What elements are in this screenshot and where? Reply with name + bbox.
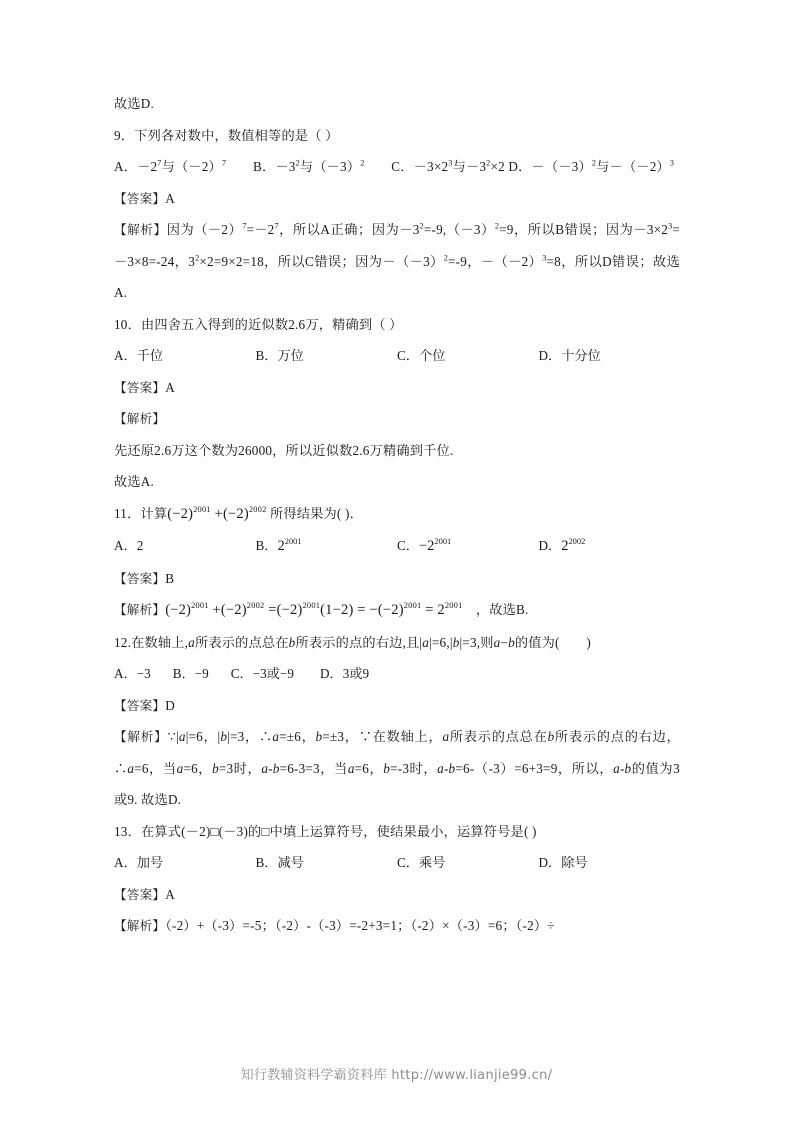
option-c[interactable] xyxy=(397,530,539,563)
option-a[interactable] xyxy=(114,340,256,372)
answer-label: 【答案】 xyxy=(114,190,166,206)
option-a-text: 千位 xyxy=(136,348,164,363)
option-a-label: A． xyxy=(114,855,137,870)
footer-watermark: 知行教辅资料学霸资料库 http://www.lianjie99.cn/ xyxy=(240,1068,553,1083)
option-a[interactable] xyxy=(114,530,256,563)
analysis-label: 【解析】 xyxy=(114,729,168,744)
option-a[interactable] xyxy=(114,847,256,879)
option-d-label: D． xyxy=(538,348,562,363)
answer-value: D xyxy=(165,697,175,713)
option-a-text: −3 xyxy=(136,666,151,681)
option-c-text: 乘号 xyxy=(418,855,446,870)
option-d[interactable] xyxy=(539,340,681,372)
question-10-analysis-line-1: 先还原2.6万这个数为26000，所以近似数2.6万精确到千位. xyxy=(114,442,454,458)
option-d[interactable] xyxy=(539,530,681,563)
question-10-stem: 10．由四舍五入得到的近似数2.6万，精确到（ ） xyxy=(114,316,403,332)
option-c[interactable] xyxy=(397,340,539,372)
question-11-options xyxy=(114,530,680,563)
answer-value: A xyxy=(165,379,175,395)
option-c[interactable] xyxy=(231,666,294,681)
question-12-analysis xyxy=(114,721,680,816)
option-d-label: D． xyxy=(320,666,343,681)
question-11-analysis xyxy=(114,594,680,627)
option-b-label: B． xyxy=(255,538,278,553)
answer-value: A xyxy=(165,190,175,206)
answer-value: B xyxy=(165,570,175,586)
option-b[interactable] xyxy=(173,666,209,681)
question-9-analysis xyxy=(114,214,680,309)
analysis-label: 【解析】 xyxy=(114,222,167,237)
option-a-text: 加号 xyxy=(136,855,164,870)
option-c[interactable] xyxy=(397,847,539,879)
analysis-label: 【解析】 xyxy=(114,602,166,617)
option-d-text: 十分位 xyxy=(561,348,601,363)
option-b-text: 万位 xyxy=(277,348,304,363)
option-a-label: A． xyxy=(114,538,137,553)
option-b[interactable] xyxy=(256,340,398,372)
option-b-label: B． xyxy=(255,855,278,870)
option-c-label: C． xyxy=(397,348,419,363)
answer-value: A xyxy=(165,886,175,902)
question-9-stem: 9．下列各对数中，数值相等的是（ ） xyxy=(114,127,339,143)
answer-label: 【答案】 xyxy=(114,570,166,586)
answer-label: 【答案】 xyxy=(114,697,166,713)
question-10-analysis-line-2: 故选A. xyxy=(114,474,154,489)
analysis-text: $(-2)^{2001} +(-2)^{2002} =(-2)^{2001}(1-2) = -(-2)^{2001} = 2^{2001}$ ，故选B. xyxy=(165,601,529,618)
analysis-text: （-2）+（-3）=-5；（-2）-（-3）=-2+3=1；（-2）×（-3）=6；（-2）÷ xyxy=(165,918,555,933)
option-a-label: A． xyxy=(114,348,137,363)
option-b-label: B． xyxy=(172,666,195,681)
question-10-analysis-label xyxy=(114,403,680,435)
answer-label: 【答案】 xyxy=(114,886,166,902)
option-d[interactable] xyxy=(539,847,681,879)
question-13-analysis xyxy=(114,910,680,942)
option-c-text: 个位 xyxy=(418,348,446,363)
option-c-text: −3或−9 xyxy=(252,666,294,681)
question-10-answer xyxy=(114,372,680,404)
analysis-text: ∵|a|=6，|b|=3，∴a=±6，b=±3，∵在数轴上，a所表示的点总在b所表示的点的右边，∴a=6，当a=6，b=3时，a-b=6-3=3，当a=6，b=-3时，a-b=6-（-3）=6+3=9，所以，a-b的值为3或9. 故选D. xyxy=(114,729,680,807)
option-b[interactable] xyxy=(256,847,398,879)
question-11-answer xyxy=(114,563,680,595)
option-d-label: D． xyxy=(538,855,562,870)
option-b-text: $2^{2001}$ xyxy=(277,537,302,554)
question-9-options: A．$-2^7$与$(-2)^7$ B．$-3^2$与$(-3)^2$ C．$-3\times 2^3$与$-3^2\times 2$ D．$-(-3)^2$与$-(-2)^3$ xyxy=(114,158,675,174)
page-content xyxy=(114,88,680,942)
question-12-answer xyxy=(114,690,680,722)
question-10-options xyxy=(114,340,680,372)
option-d[interactable] xyxy=(320,666,369,681)
question-9-answer xyxy=(114,183,680,215)
option-a[interactable] xyxy=(114,666,151,681)
option-c-label: C． xyxy=(397,538,419,553)
question-13-answer xyxy=(114,879,680,911)
option-b-label: B． xyxy=(255,348,278,363)
option-d-text: 除号 xyxy=(561,855,588,870)
option-b-text: 减号 xyxy=(277,855,304,870)
option-a-text: 2 xyxy=(136,538,144,553)
option-b[interactable] xyxy=(256,530,398,563)
option-c-text: $-2^{2001}$ xyxy=(418,537,452,554)
option-c-label: C． xyxy=(230,666,253,681)
analysis-label: 【解析】 xyxy=(114,411,166,426)
option-d-text: $2^{2002}$ xyxy=(561,537,586,554)
question-11-stem: 11．计算$(-2)^{2001} +(-2)^{2002}$ 所得结果为( )． xyxy=(114,504,364,522)
option-d-text: 3或9 xyxy=(342,666,370,681)
question-13-stem: 13．在算式(－2)□(－3)的□中填上运算符号，使结果最小，运算符号是( ) xyxy=(114,823,537,839)
question-12-options xyxy=(114,658,680,690)
question-13-options xyxy=(114,847,680,879)
analysis-text: 因为$(-2)^7=-2^7$，所以A正确；因为$-3^2=-9,(-3)^2=9$，所以B错误；因为$-3\times 2^3=-3\times 8=-24$，$3^2\times 2=9\times 2=18$，所以C错误；因为$-(-3)^2=-9$，$-(-2)^3=8$，所以D错误；故选A. xyxy=(114,221,680,300)
question-12-stem: 12.在数轴上,a所表示的点总在b所表示的点的右边,且|a|=6,|b|=3,则a−b的值为( ) xyxy=(114,634,591,650)
previous-conclusion: 故选D. xyxy=(114,96,154,111)
option-b-text: −9 xyxy=(194,666,209,681)
option-c-label: C． xyxy=(397,855,419,870)
option-d-label: D． xyxy=(538,538,562,553)
option-a-label: A． xyxy=(114,666,137,681)
answer-label: 【答案】 xyxy=(114,379,166,395)
analysis-label: 【解析】 xyxy=(114,918,166,933)
